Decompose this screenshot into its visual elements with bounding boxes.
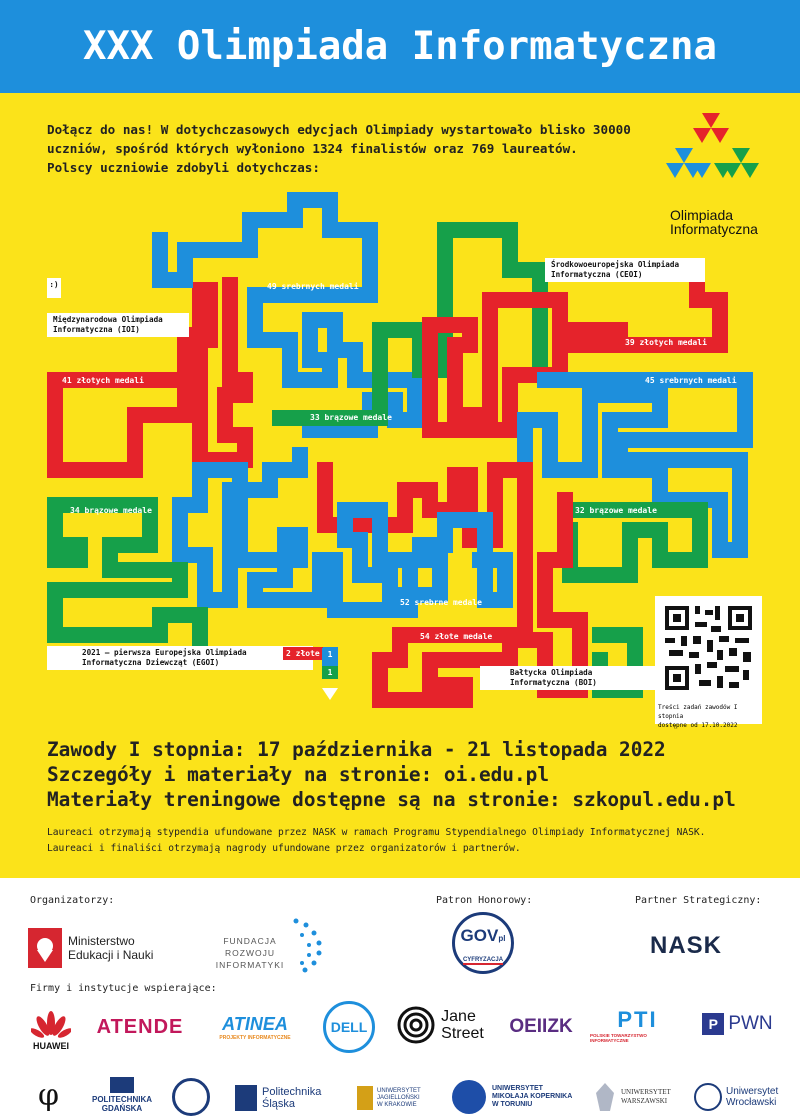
uj-crest-icon — [357, 1086, 373, 1110]
smiley: :) — [47, 278, 61, 298]
pg-building-icon — [110, 1077, 134, 1093]
dates-line: Szczegóły i materiały na stronie: oi.edu.pl — [47, 763, 549, 786]
organizers-heading: Organizatorzy: — [30, 895, 115, 906]
ioi-gold-count: 41 złotych medali — [62, 376, 144, 385]
oi-link[interactable]: oi.edu.pl — [443, 763, 549, 786]
dates-line: Materiały treningowe dostępne są na stronie: szkopul.edu.pl — [47, 788, 736, 811]
intro-line: uczniów, spośród których wyłoniono 1324 finalistów oraz 769 laureatów. — [47, 141, 578, 156]
egoi-gold-count: 2 złote — [283, 647, 323, 660]
men-logo[interactable]: Ministerstwo Edukacji i Nauki — [28, 925, 178, 970]
maze-start-arrow — [322, 688, 338, 700]
polish-eagle-icon — [28, 928, 62, 968]
atinea-logo[interactable]: ATINEA PROJEKTY INFORMATYCZNE — [219, 1013, 291, 1041]
ceoi-silver-count: 45 srebrnych medali — [645, 376, 737, 385]
szkopul-link[interactable]: szkopul.edu.pl — [572, 788, 736, 811]
boi-bronze-count: 34 brązowe medale — [70, 506, 152, 515]
qr-code-icon — [655, 596, 762, 700]
seal-logo[interactable] — [172, 1078, 210, 1116]
ceoi-gold-count: 39 złotych medali — [625, 338, 707, 347]
atende-logo[interactable]: ATENDE — [96, 1015, 184, 1038]
svg-text:φ: φ — [38, 1078, 60, 1113]
gov-logo[interactable]: GOVpl CYFRYZACJA — [452, 912, 514, 974]
patron-heading: Patron Honorowy: — [436, 895, 533, 906]
uw-logo[interactable]: UNIWERSYTET WARSZAWSKI — [594, 1078, 684, 1116]
key-dates — [47, 737, 736, 812]
partner-heading: Partner Strategiczny: — [635, 895, 762, 906]
prize-notes: Laureaci otrzymają stypendia ufundowane przez NASK w ramach Programu Stypendialnego Olimpiady Informatycznej NASK. Laureaci i finaliści otrzymają nagrody ufundowane przez organizatorów i partnerów. — [47, 827, 706, 854]
logo-text: Olimpiada Informatyczna — [670, 207, 758, 237]
umk-logo[interactable]: UNIWERSYTET MIKOŁAJA KOPERNIKA W TORUNIU — [452, 1078, 582, 1116]
jane-street-icon — [397, 1006, 435, 1044]
ceoi-bronze-count: 32 brązowe medale — [575, 506, 657, 515]
oeiizk-logo[interactable]: OEIIZK — [509, 1016, 573, 1037]
supporters-heading: Firmy i instytucje wspierające: — [30, 983, 217, 994]
politechnika-gdanska-logo[interactable]: POLITECHNIKA GDAŃSKA — [92, 1077, 152, 1117]
dell-logo[interactable]: DELL — [323, 1001, 375, 1053]
shield-icon — [235, 1085, 257, 1111]
uj-logo[interactable]: UNIWERSYTET JAGIELLOŃSKI W KRAKOWIE — [357, 1082, 437, 1114]
uw-eagle-icon — [594, 1081, 616, 1113]
boi-label: Bałtycka Olimpiada Informatyczna (BOI) — [480, 666, 666, 690]
intro-line: Dołącz do nas! W dotychczasowych edycjach Olimpiady wystartowało blisko 30000 — [47, 122, 631, 137]
ceoi-gold-path — [430, 280, 720, 430]
boi-silver-count: 52 srebrne medale — [400, 598, 482, 607]
politechnika-slaska-logo[interactable]: Politechnika Śląska — [235, 1083, 335, 1113]
huawei-petals-icon — [31, 1011, 71, 1041]
qr-code[interactable] — [655, 596, 762, 700]
ioi-bronze-count: 33 brązowe medale — [310, 413, 392, 422]
ioi-label: Międzynarodowa Olimpiada Informatyczna (IOI) — [47, 313, 189, 337]
intro-line: Polscy uczniowie zdobyli dotychczas: — [47, 160, 320, 175]
boi-gold-count: 54 złote medale — [420, 632, 493, 641]
pwn-icon: P — [702, 1013, 724, 1035]
egoi-bronze-count: 1 — [322, 666, 338, 679]
uwr-seal-icon — [694, 1083, 722, 1111]
ceoi-bronze-path — [565, 510, 700, 575]
pb-icon — [30, 1075, 72, 1115]
ceoi-label: Środkowoeuropejska Olimpiada Informatyczna (CEOI) — [545, 258, 705, 282]
jane-street-logo[interactable]: Jane Street — [388, 1003, 493, 1047]
pwn-logo[interactable]: P PWN — [695, 1010, 780, 1038]
uwr-logo[interactable]: Uniwersytet Wrocławski — [694, 1080, 794, 1114]
ioi-silver-count: 49 srebrnych medali — [267, 282, 359, 291]
dots-arc-icon — [290, 915, 330, 975]
dates-line: Zawody I stopnia: 17 października - 21 listopada 2022 — [47, 738, 666, 761]
page-title: XXX Olimpiada Informatyczna — [0, 0, 800, 93]
nask-logo[interactable]: NASK — [650, 932, 723, 959]
huawei-logo[interactable]: HUAWEI — [25, 1005, 77, 1057]
pti-logo[interactable]: PTI POLSKIE TOWARZYSTWO INFORMATYCZNE — [590, 1007, 658, 1043]
fri-logo[interactable]: FUNDACJA ROZWOJU INFORMATYKI — [200, 915, 330, 975]
umk-icon — [452, 1080, 486, 1114]
qr-caption: Treści zadań zawodów I stopnia dostępne od 17.10.2022 — [655, 700, 762, 724]
politechnika-bialostocka-logo[interactable] — [30, 1075, 72, 1117]
egoi-label: 2021 – pierwsza Europejska Olimpiada Informatyczna Dziewcząt (EGOI) — [47, 646, 313, 670]
egoi-silver-count: 1 — [322, 648, 338, 661]
